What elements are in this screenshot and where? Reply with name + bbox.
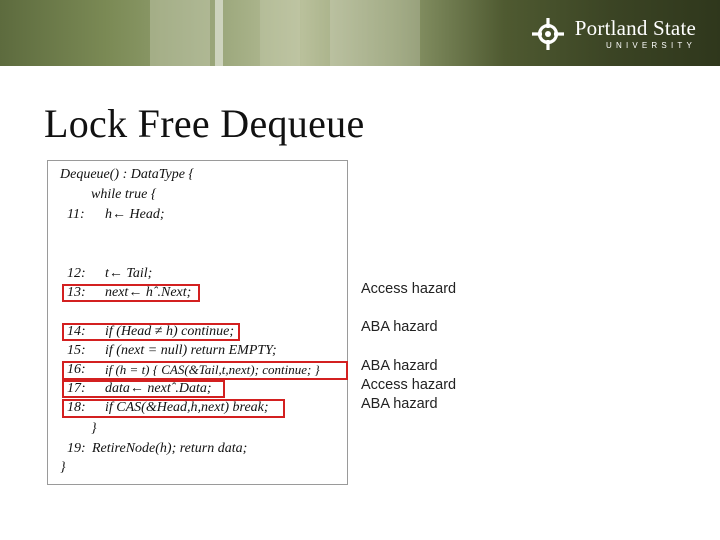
line-number: 12: xyxy=(67,266,86,281)
hazard-highlight-box xyxy=(62,399,285,418)
code-text: RetireNode(h); return data; xyxy=(92,441,248,456)
logo-subtitle: UNIVERSITY xyxy=(605,41,696,50)
hazard-annotation: Access hazard xyxy=(361,377,457,393)
banner-photo-detail xyxy=(260,0,300,66)
code-text: while true { xyxy=(91,187,157,202)
slide-title: Lock Free Dequeue xyxy=(44,101,365,146)
line-number: 11: xyxy=(67,207,85,222)
hazard-highlight-box xyxy=(62,380,225,398)
code-text: if (next = null) return EMPTY; xyxy=(105,343,277,358)
banner-photo-detail xyxy=(150,0,210,66)
line-number: 19: xyxy=(67,441,86,456)
code-text: data← nextˆ.Data; xyxy=(105,381,212,396)
line-number: 18: xyxy=(67,400,86,415)
hazard-highlight-box xyxy=(62,323,240,341)
hazard-highlight-box xyxy=(62,284,200,302)
logo-name: Portland State xyxy=(574,16,696,40)
hazard-annotation: ABA hazard xyxy=(361,358,438,374)
line-number: 14: xyxy=(67,324,86,339)
code-text: if (h = t) { CAS(&Tail,t,next); continue; } xyxy=(105,362,320,377)
code-text: Dequeue() : DataType { xyxy=(60,167,195,182)
code-text: t← Tail; xyxy=(105,266,153,281)
university-logo xyxy=(529,13,696,55)
banner-photo-detail xyxy=(330,0,420,66)
line-number: 15: xyxy=(67,343,86,358)
code-text: } xyxy=(91,421,97,436)
line-number: 16: xyxy=(67,362,86,377)
hazard-annotation: ABA hazard xyxy=(361,319,438,335)
psu-logo-icon xyxy=(529,15,567,53)
banner-photo-detail xyxy=(215,0,223,66)
hazard-annotation: ABA hazard xyxy=(361,396,438,412)
line-number: 17: xyxy=(67,381,86,396)
header-banner xyxy=(0,0,720,66)
hazard-highlight-box xyxy=(62,361,348,380)
code-text: if CAS(&Head,h,next) break; xyxy=(105,400,269,415)
line-number: 13: xyxy=(67,285,86,300)
code-text: next← hˆ.Next; xyxy=(105,285,192,300)
code-text: h← Head; xyxy=(105,207,165,222)
hazard-annotation: Access hazard xyxy=(361,281,457,297)
code-text: if (Head ≠ h) continue; xyxy=(105,324,234,339)
code-text: } xyxy=(60,460,66,475)
code-listing xyxy=(47,160,348,485)
